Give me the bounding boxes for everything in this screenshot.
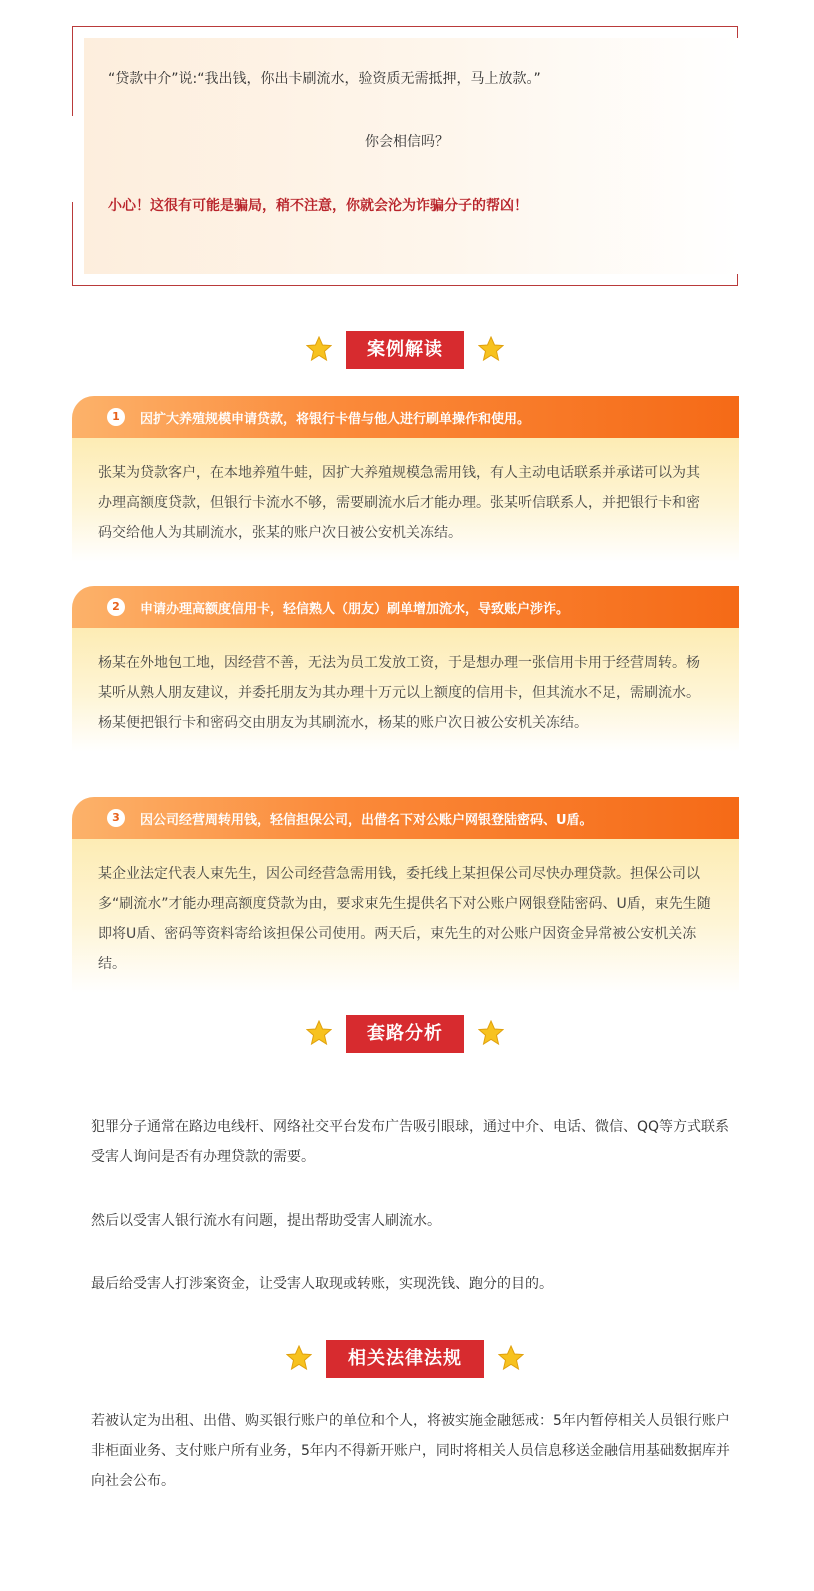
tactics-paragraph-1: 犯罪分子通常在路边电线杆、网络社交平台发布广告吸引眼球，通过中介、电话、微信、QQ等方式联系受害人询问是否有办理贷款的需要。: [91, 1119, 730, 1165]
star-icon: [478, 1020, 504, 1046]
case-header: [72, 586, 739, 628]
star-icon: [478, 336, 504, 362]
intro-quote: “贷款中介”说:“我出钱，你出卡刷流水，验资质无需抵押，马上放款。”: [108, 71, 541, 87]
star-icon: [498, 1345, 524, 1371]
case-body: 杨某在外地包工地，因经营不善，无法为员工发放工资，于是想办理一张信用卡用于经营周转。杨某听从熟人朋友建议，并委托朋友为其办理十万元以上额度的信用卡，但其流水不足，需刷流水。杨某便把银行卡和密码交由朋友为其刷流水，杨某的账户次日被公安机关冻结。: [72, 628, 739, 752]
section-cases-heading: [0, 331, 814, 371]
case-card-2: [72, 586, 739, 752]
intro-warning: 小心！这很有可能是骗局，稍不注意，你就会沦为诈骗分子的帮凶！: [108, 198, 528, 214]
case-card-3: [72, 797, 739, 993]
star-icon: [306, 336, 332, 362]
section-title: 案例解读: [346, 331, 464, 369]
tactics-paragraph-2: 然后以受害人银行流水有问题，提出帮助受害人刷流水。: [91, 1213, 441, 1229]
case-number-badge: 3: [107, 809, 125, 827]
section-law-heading: [0, 1340, 814, 1380]
case-title: 申请办理高额度信用卡，轻信熟人（朋友）刷单增加流水，导致账户涉诈。: [140, 602, 570, 617]
case-number-badge: 2: [107, 598, 125, 616]
section-title: 相关法律法规: [326, 1340, 484, 1378]
section-title: 套路分析: [346, 1015, 464, 1053]
case-body: 张某为贷款客户，在本地养殖牛蛙，因扩大养殖规模急需用钱，有人主动电话联系并承诺可以为其办理高额度贷款，但银行卡流水不够，需要刷流水后才能办理。张某听信联系人，并把银行卡和密码交给他人为其刷流水，张某的账户次日被公安机关冻结。: [72, 438, 739, 562]
section-tactics-heading: [0, 1015, 814, 1055]
case-body: 某企业法定代表人束先生，因公司经营急需用钱，委托线上某担保公司尽快办理贷款。担保公司以多“刷流水”才能办理高额度贷款为由，要求束先生提供名下对公账户网银登陆密码、U盾，束先生随即将U盾、密码等资料寄给该担保公司使用。两天后，束先生的对公账户因资金异常被公安机关冻结。: [72, 839, 739, 993]
star-icon: [286, 1345, 312, 1371]
tactics-paragraph-3: 最后给受害人打涉案资金，让受害人取现或转账，实现洗钱、跑分的目的。: [91, 1276, 553, 1292]
case-card-1: [72, 396, 739, 562]
case-header: [72, 797, 739, 839]
intro-question: 你会相信吗？: [365, 134, 449, 150]
star-icon: [306, 1020, 332, 1046]
case-number-badge: 1: [107, 408, 125, 426]
law-paragraph: 若被认定为出租、出借、购买银行账户的单位和个人，将被实施金融惩戒：5年内暂停相关人员银行账户非柜面业务、支付账户所有业务，5年内不得新开账户，同时将相关人员信息移送金融信用基础数据库并向社会公布。: [91, 1413, 730, 1489]
case-header: [72, 396, 739, 438]
case-title: 因扩大养殖规模申请贷款，将银行卡借与他人进行刷单操作和使用。: [140, 412, 531, 427]
case-title: 因公司经营周转用钱，轻信担保公司，出借名下对公账户网银登陆密码、U盾。: [140, 813, 593, 828]
